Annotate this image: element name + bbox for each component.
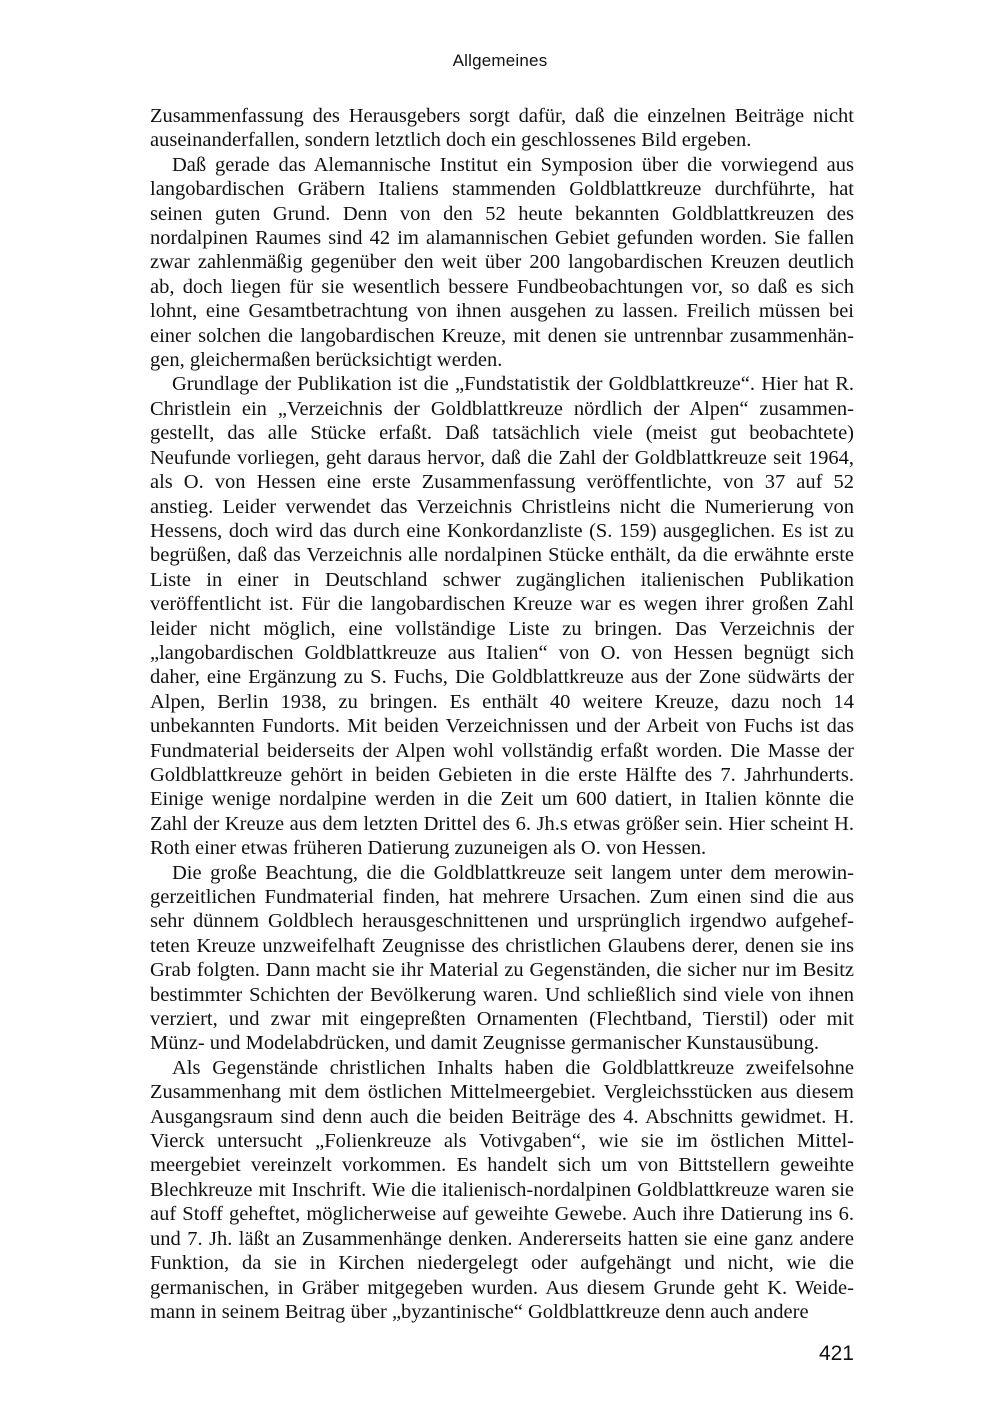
- paragraph: Grundlage der Publikation ist die „Fundstatistik der Goldblattkreuze“. Hier hat R. Christlein ein „Verzeichnis der Goldblattkreuze nördlich der Alpen“ zusammengestellt, das alle Stücke erfaßt. Daß tatsächlich viele (meist gut beobachtete) Neufunde vorliegen, geht daraus hervor, daß die Zahl der Goldblattkreuze seit 1964, als O. von Hessen eine erste Zusammenfassung veröffentlichte, von 37 auf 52 anstieg. Leider verwendet das Verzeichnis Christleins nicht die Numerierung von Hessens, doch wird das durch eine Konkordanzliste (S. 159) ausgeglichen. Es ist zu begrüßen, daß das Verzeichnis alle nordalpinen Stücke enthält, da die erwähnte erste Liste in einer in Deutschland schwer zugänglichen italienischen Publikation veröffentlicht ist. Für die langobardischen Kreuze war es wegen ihrer großen Zahl leider nicht möglich, eine vollständige Liste zu bringen. Das Verzeichnis der „langobardischen Goldblattkreuze aus Italien“ von O. von Hessen begnügt sich daher, eine Ergänzung zu S. Fuchs, Die Goldblattkreuze aus der Zone südwärts der Alpen, Berlin 1938, zu bringen. Es enthält 40 weitere Kreuze, dazu noch 14 unbekannten Fundorts. Mit beiden Verzeichnissen und der Arbeit von Fuchs ist das Fundmaterial beiderseits der Alpen wohl vollständig erfaßt worden. Die Masse der Goldblattkreuze gehört in beiden Gebieten in die erste Hälfte des 7. Jahrhunderts. Einige wenige nordalpine werden in die Zeit um 600 datiert, in Italien könnte die Zahl der Kreuze aus dem letzten Drittel des 6. Jh.s etwas größer sein. Hier scheint H. Roth einer etwas früheren Datierung zuzuneigen als O. von Hessen.: [150, 373, 854, 860]
- running-head: Allgemeines: [452, 51, 548, 70]
- body-text: [150, 104, 854, 1324]
- paragraph: Zusammenfassung des Herausgebers sorgt dafür, daß die einzelnen Beiträge nicht auseinanderfallen, sondern letztlich doch ein geschlossenes Bild ergeben.: [150, 105, 854, 152]
- page-number: 421: [818, 1342, 854, 1365]
- paragraph: Die große Beachtung, die die Goldblattkreuze seit langem unter dem merowingerzeitlichen Fundmaterial finden, hat mehrere Ursachen. Zum einen sind die aus sehr dünnem Goldblech herausgeschnittenen und ursprünglich irgendwo aufgehefteten Kreuze unzweifelhaft Zeugnisse des christlichen Glaubens derer, denen sie ins Grab folgten. Dann macht sie ihr Material zu Gegenständen, die sicher nur im Besitz bestimmter Schichten der Bevölkerung waren. Und schließlich sind viele von ihnen verziert, und zwar mit eingepreßten Ornamenten (Flechtband, Tierstil) oder mit Münz- und Modelabdrücken, und damit Zeugnisse germanischer Kunstausübung.: [150, 861, 854, 1055]
- paragraph: Daß gerade das Alemannische Institut ein Symposion über die vorwiegend aus langobardischen Gräbern Italiens stammenden Goldblattkreuze durchführte, hat seinen guten Grund. Denn von den 52 heute bekannten Goldblattkreuzen des nordalpinen Raumes sind 42 im alamannischen Gebiet gefunden worden. Sie fallen zwar zahlenmäßig gegenüber den weit über 200 langobardischen Kreuzen deutlich ab, doch liegen für sie wesentlich bessere Fundbeobachtungen vor, so daß es sich lohnt, eine Gesamtbetrachtung von ihnen ausgehen zu lassen. Freilich müssen bei einer solchen die langobardischen Kreuze, mit denen sie untrennbar zusammenhängen, gleichermaßen berücksichtigt werden.: [150, 153, 854, 372]
- paragraph: Als Gegenstände christlichen Inhalts haben die Goldblattkreuze zweifelsohne Zusammenhang mit dem östlichen Mittelmeergebiet. Vergleichsstücken aus diesem Ausgangsraum sind denn auch die beiden Beiträge des 4. Abschnitts gewidmet. H. Vierck untersucht „Folienkreuze als Votivgaben“, wie sie im östlichen Mittelmeergebiet vereinzelt vorkommen. Es handelt sich um von Bittstellern geweihte Blechkreuze mit Inschrift. Wie die italienisch-nordalpinen Goldblattkreuze waren sie auf Stoff geheftet, möglicherweise auf geweihte Gewebe. Auch ihre Datierung ins 6. und 7. Jh. läßt an Zusammenhänge denken. Andererseits hatten sie eine ganz andere Funktion, da sie in Kirchen niedergelegt oder aufgehängt und nicht, wie die germanischen, in Gräber mitgegeben wurden. Aus diesem Grunde geht K. Weidemann in seinem Beitrag über „byzantinische“ Goldblattkreuze denn auch andere: [150, 1056, 854, 1323]
